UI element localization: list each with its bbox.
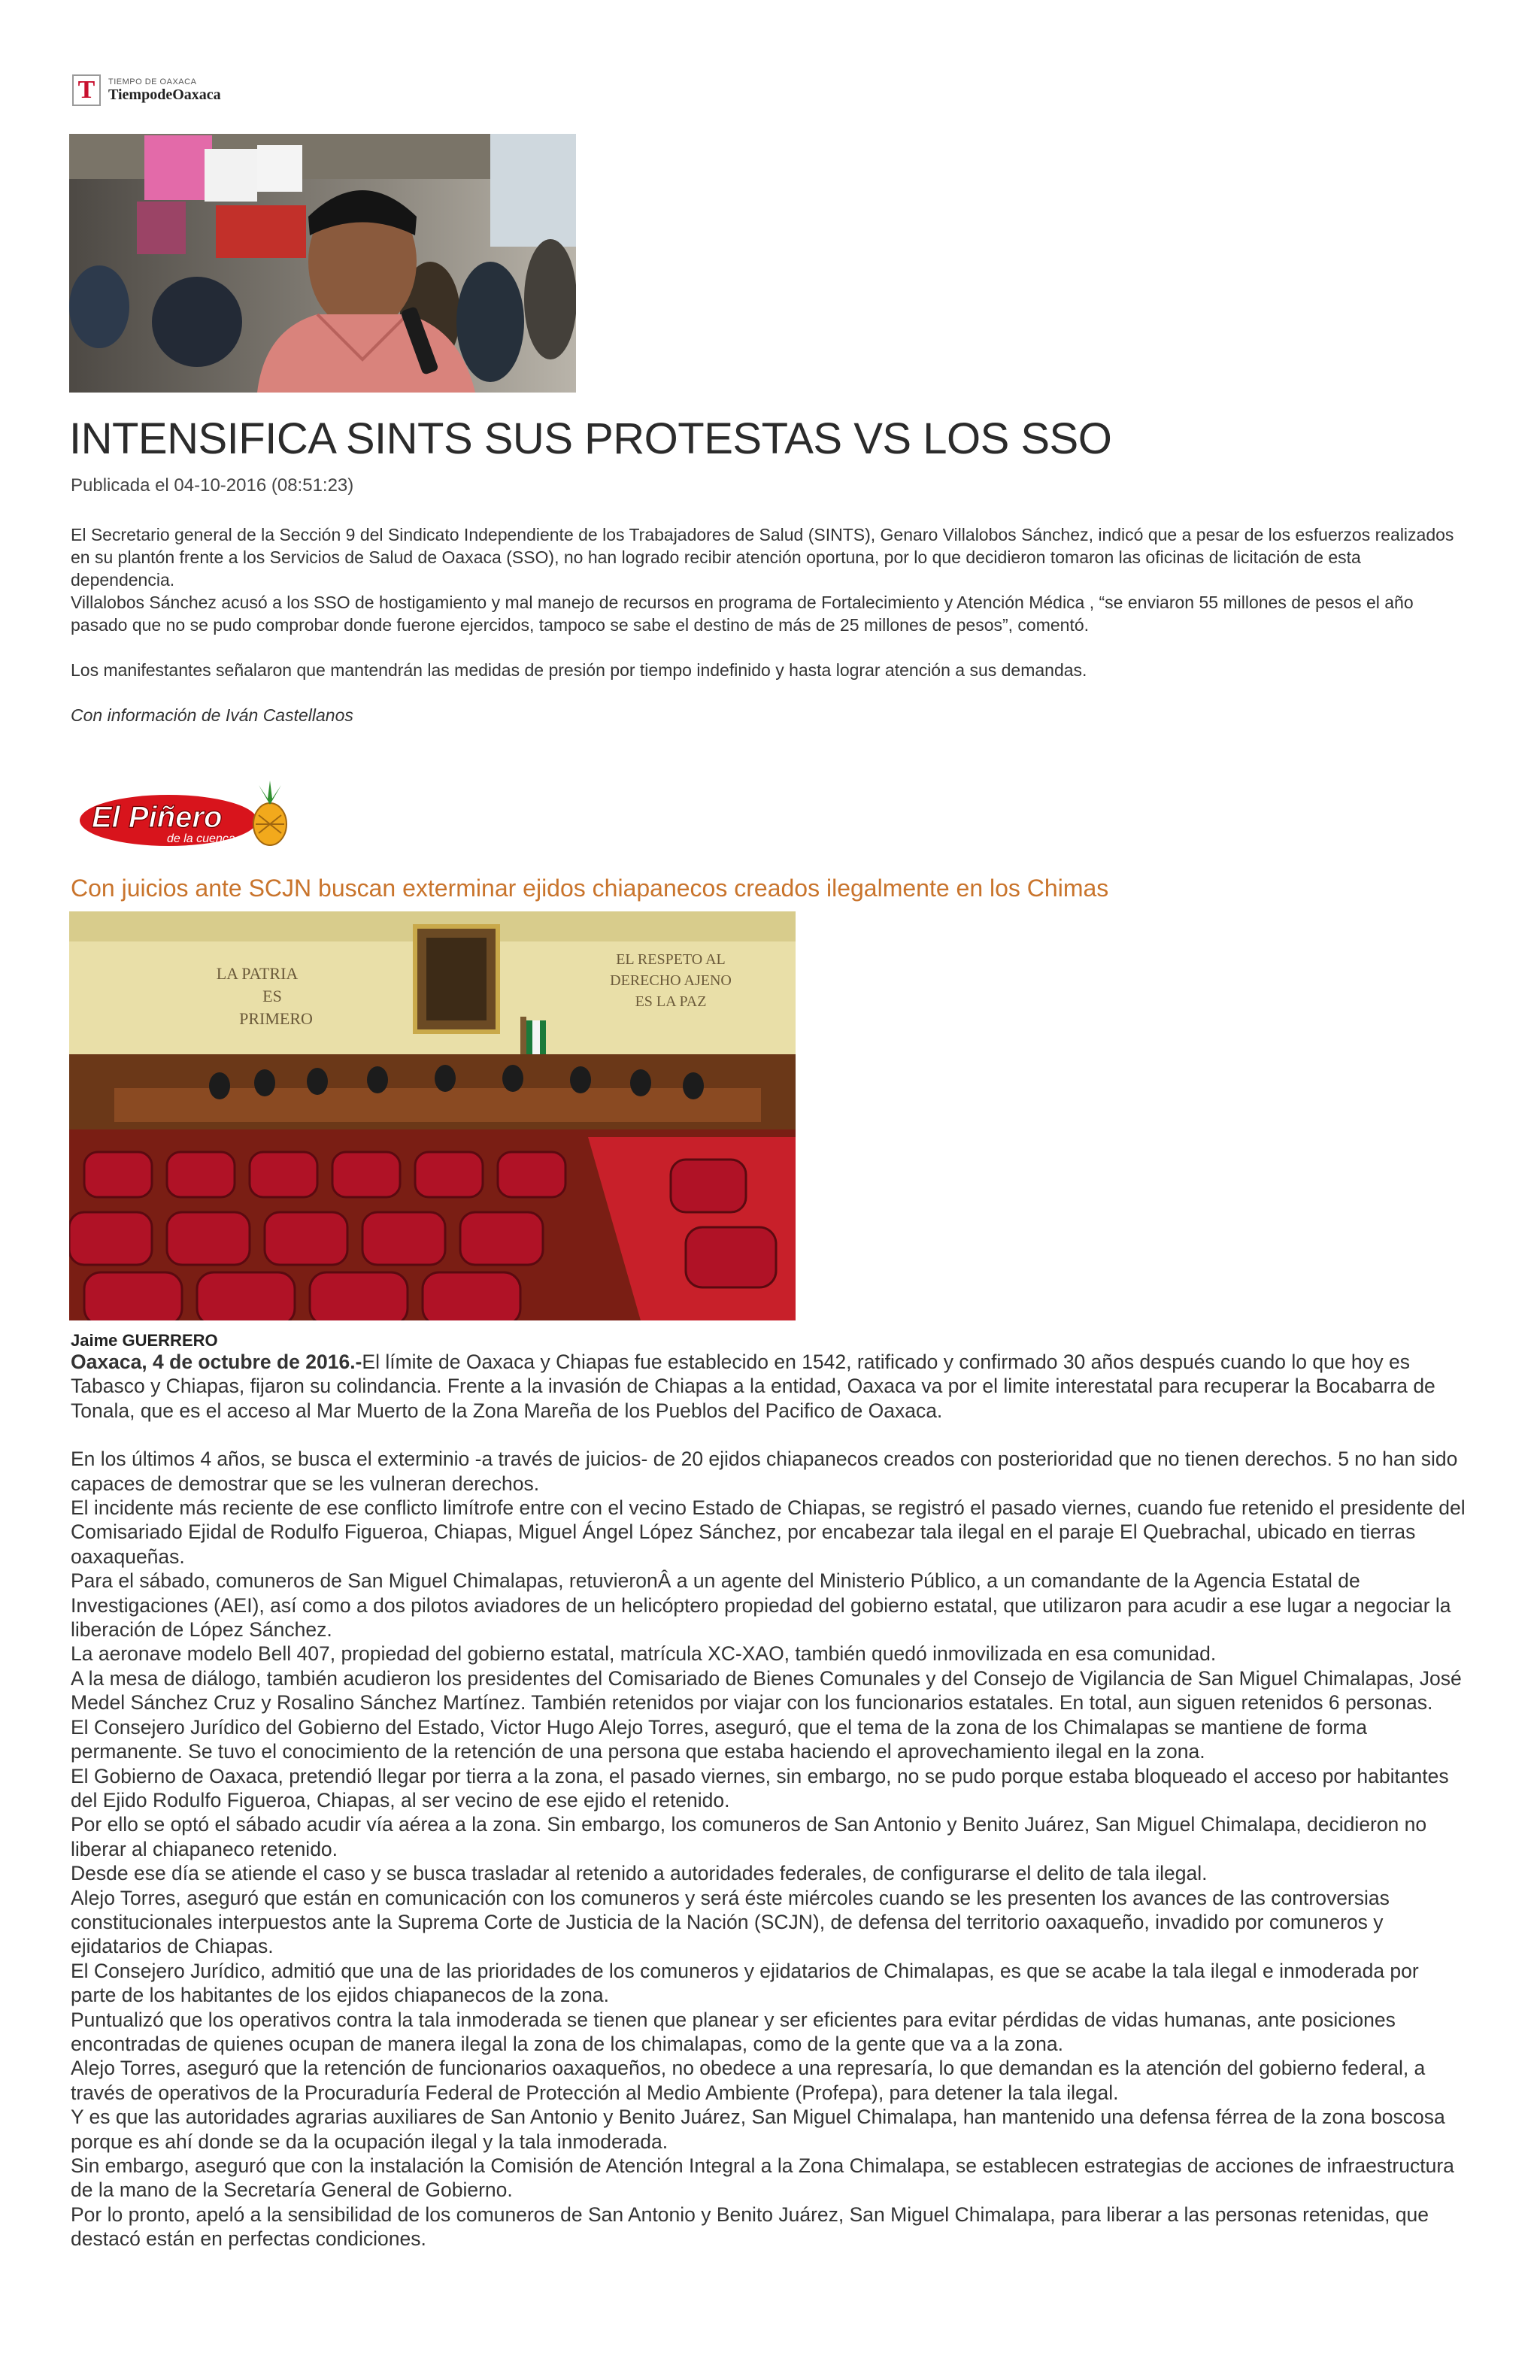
article-2-byline: Jaime GUERRERO — [71, 1331, 218, 1350]
article-1-credit: Con información de Iván Castellanos — [71, 705, 353, 725]
article-2-paragraph: Por ello se optó el sábado acudir vía aérea a la zona. Sin embargo, los comuneros de San Antonio y Benito Juárez, San Miguel Chimalapa, decidieron no liberar al chiapaneco retenido. — [71, 1813, 1427, 1860]
article-2-lead-text: El límite de Oaxaca y Chiapas fue establecido en 1542, ratificado y confirmado 30 años después cuando lo que hoy es Tabasco y Chiapas, fijaron su colindancia. Frente a la invasión de Chiapas a la entidad, Oaxaca va por el limite interestatal para recuperar la Bocabarra de Tonala, que es el acceso al Mar Muerto de la Zona Mareña de los Pueblos del Pacifico de Oaxaca. — [71, 1351, 1435, 1422]
sign-right-line: EL RESPETO AL — [616, 951, 726, 968]
article-1-paragraph: Los manifestantes señalaron que mantendrán las medidas de presión por tiempo indefinido y hasta lograr atención a sus demandas. — [71, 660, 1087, 680]
article-2-paragraph: El Consejero Jurídico, admitió que una de las prioridades de los comuneros y ejidatarios de Chimalapas, es que se acabe la tala ilegal e inmoderada por parte de los habitantes de los ejidos chiapanecos de la zona. — [71, 1959, 1419, 2007]
sign-left-line: ES — [262, 987, 282, 1005]
article-2-paragraph: Por lo pronto, apeló a la sensibilidad de los comuneros de San Antonio y Benito Juárez, San Miguel Chimalapa, para liberar a las personas retenidas, que destacó están en perfectas condiciones. — [71, 2203, 1429, 2251]
supreme-court-photo — [69, 911, 796, 1320]
article-2-lead-paragraph — [71, 1350, 1469, 1423]
article-2-paragraph: Desde ese día se atiende el caso y se busca trasladar al retenido a autoridades federales, de configurarse el delito de tala ilegal. — [71, 1862, 1208, 1885]
protest-photo — [69, 134, 576, 393]
sign-left-line: LA PATRIA — [216, 964, 299, 983]
article-2-paragraph: La aeronave modelo Bell 407, propiedad del gobierno estatal, matrícula XC-XAO, también quedó inmovilizada en esa comunidad. — [71, 1642, 1217, 1666]
tiempo-de-oaxaca-logo — [72, 72, 221, 108]
sign-right-line: ES LA PAZ — [635, 993, 707, 1010]
article-2-headline: Con juicios ante SCJN buscan exterminar ejidos chiapanecos creados ilegalmente en los Chimas — [71, 875, 1109, 902]
article-2-paragraph: Alejo Torres, aseguró que la retención de funcionarios oaxaqueños, no obedece a una represaría, lo que demandan es la atención del gobierno federal, a través de operativos de la Procuraduría Federal de Protección al Medio Ambiente (Profepa), para detener la tala ilegal. — [71, 2057, 1426, 2104]
logo-name: TiempodeOaxaca — [108, 86, 221, 103]
article-2-paragraph: El incidente más reciente de ese conflicto limítrofe entre con el vecino Estado de Chiapas, se registró el pasado viernes, cuando fue retenido el presidente del Comisariado Ejidal de Rodulfo Figueroa, Chiapas, Miguel Ángel López Sánchez, por encabezar tala ilegal en el paraje El Quebrachal, ubicado en tierras oaxaqueñas. — [71, 1496, 1466, 1568]
article-2-paragraph: A la mesa de diálogo, también acudieron los presidentes del Comisariado de Bienes Comunales y del Consejo de Vigilancia de San Miguel Chimalapas, José Medel Sánchez Cruz y Rosalino Sánchez Martínez. También retenidos por viajar con los funcionarios estatales. En total, aun siguen retenidos 6 personas. — [71, 1666, 1462, 1715]
article-1-headline: INTENSIFICA SINTS SUS PROTESTAS VS LOS SSO — [69, 414, 1112, 463]
pineapple-icon — [253, 781, 286, 845]
el-pinero-logo — [78, 779, 304, 854]
article-2-body — [71, 1350, 1469, 2251]
article-2-paragraph: Alejo Torres, aseguró que están en comunicación con los comuneros y será éste miércoles cuando se les presenten los avances de las controversias constitucionales interpuestos ante la Suprema Corte de Justicia de la Nación (SCJN), de defensa del territorio oaxaqueño, invadido por comuneros y ejidatarios de Chiapas. — [71, 1886, 1390, 1958]
el-pinero-logo-name: El Piñero — [92, 801, 223, 834]
sign-left-line: PRIMERO — [239, 1009, 313, 1028]
sign-right-line: DERECHO AJENO — [610, 972, 732, 989]
article-2-paragraph: Sin embargo, aseguró que con la instalación la Comisión de Atención Integral a la Zona Chimalapa, se establecen estrategias de acciones de infraestructura de la mano de la Secretaría General de Gobierno. — [71, 2154, 1454, 2202]
article-2-paragraph: Y es que las autoridades agrarias auxiliares de San Antonio y Benito Juárez, San Miguel Chimalapa, han mantenido una defensa férrea de la zona boscosa porque es ahí donde se da la ocupación ilegal y la tala inmoderada. — [71, 2106, 1445, 2153]
article-1-paragraph: El Secretario general de la Sección 9 del Sindicato Independiente de los Trabajadores de Salud (SINTS), Genaro Villalobos Sánchez, indicó que a pesar de los esfuerzos realizados en su plantón frente a los Servicios de Salud de Oaxaca (SSO), no han logrado recibir atención oportuna, por lo que decidieron tomaron las oficinas de licitación de esta dependencia. — [71, 525, 1454, 590]
article-2-paragraph: El Gobierno de Oaxaca, pretendió llegar por tierra a la zona, el pasado viernes, sin embargo, no se pudo porque estaba bloqueado el acceso por habitantes del Ejido Rodulfo Figueroa, Chiapas, al ser vecino de ese ejido el retenido. — [71, 1764, 1449, 1812]
el-pinero-logo-tagline: de la cuenca — [167, 832, 235, 845]
article-1-paragraph: Villalobos Sánchez acusó a los SSO de hostigamiento y mal manejo de recursos en programa de Fortalecimiento y Atención Médica , “se enviaron 55 millones de pesos el año pasado que no se pudo comprobar donde fuerone ejercidos, tampoco se sabe el destino de más de 25 millones de pesos”, comentó. — [71, 593, 1414, 635]
article-2-paragraph: El Consejero Jurídico del Gobierno del Estado, Victor Hugo Alejo Torres, aseguró, que el tema de la zona de los Chimalapas se mantiene de forma permanente. Se tuvo el conocimiento de la retención de una persona que estaba haciendo el aprovechamiento ilegal en la zona. — [71, 1715, 1367, 1763]
article-2-paragraph: Para el sábado, comuneros de San Miguel Chimalapas, retuvieronÂ a un agente del Ministerio Público, a un comandante de la Agencia Estatal de Investigaciones (AEI), así como a dos pilotos aviadores de un helicóptero propiedad del gobierno estatal, que utilizaron para acudir a ese lugar a negociar la liberación de López Sánchez. — [71, 1569, 1451, 1642]
article-1-body — [71, 523, 1469, 726]
t-logo-icon: T — [72, 74, 101, 106]
article-2-paragraph: Puntualizó que los operativos contra la tala inmoderada se tienen que planear y ser eficientes para evitar pérdidas de vidas humanas, ante posiciones encontradas de quienes ocupan de manera ilegal la zona de los chimalapas, como de la gente que va a la zona. — [71, 2008, 1396, 2055]
article-1-publish-date: Publicada el 04-10-2016 (08:51:23) — [71, 475, 354, 496]
logo-small-text: TIEMPO DE OAXACA — [108, 77, 197, 86]
article-2-paragraph: En los últimos 4 años, se busca el exterminio -a través de juicios- de 20 ejidos chiapanecos creados con posterioridad que no tienen derechos. 5 no han sido capaces de demostrar que se les vulneran derechos. — [71, 1448, 1458, 1495]
article-2-dateline: Oaxaca, 4 de octubre de 2016.- — [71, 1351, 362, 1373]
